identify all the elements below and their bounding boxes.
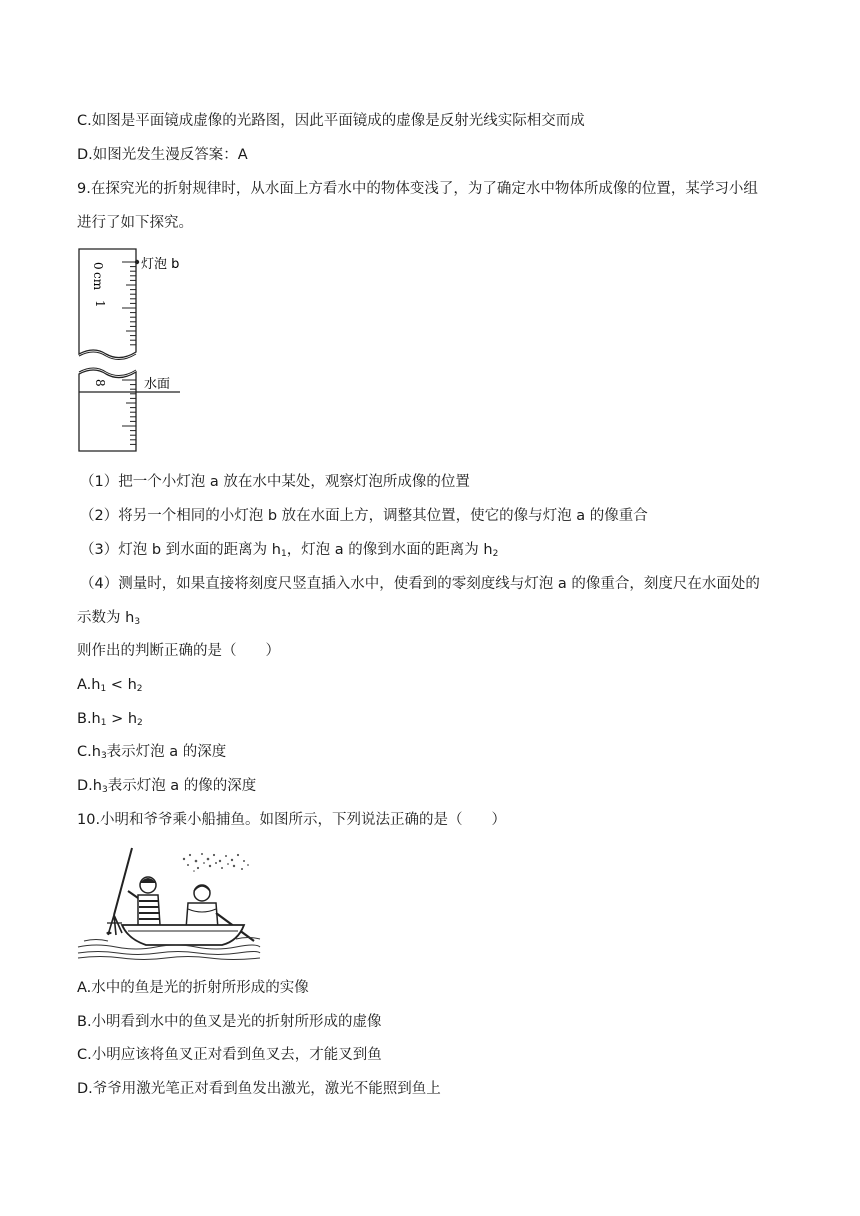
boat	[122, 925, 244, 945]
q9-step4-line1: （4）测量时，如果直接将刻度尺竖直插入水中，使看到的零刻度线与灯泡 a 的像重合，刻度尺在水面处的	[80, 576, 760, 592]
water-surface-label: 水面	[144, 377, 171, 392]
ruler-figure	[74, 246, 184, 456]
q10-option-d: D.爷爷用激光笔正对看到鱼发出激光，激光不能照到鱼上	[77, 1081, 441, 1097]
q10-stem: 10.小明和爷爷乘小船捕鱼。如图所示，下列说法正确的是（ ）	[77, 812, 507, 828]
q9-stem-line1: 9.在探究光的折射规律时，从水面上方看水中的物体变浅了，为了确定水中物体所成像的位置，某学习小组	[77, 181, 758, 197]
q10-option-b: B.小明看到水中的鱼叉是光的折射所形成的虚像	[77, 1014, 382, 1030]
q8-option-c: C.如图是平面镜成虚像的光路图，因此平面镜成的虚像是反射光线实际相交而成	[77, 113, 585, 129]
q9-step4-line2: 示数为 $h_3$	[77, 610, 141, 627]
ruler-tick-1: 1	[93, 300, 107, 308]
ruler-tick-8: 8	[93, 379, 107, 387]
q9-option-a: $A.h_1 < h_2$	[77, 677, 143, 694]
ruler-unit: cm	[91, 272, 105, 291]
ruler-tick-0: 0	[91, 262, 105, 270]
grandpa-head	[194, 885, 210, 901]
cloud-texture	[183, 853, 249, 872]
q8-option-d: D.如图光发生漫反答案：A	[77, 147, 248, 163]
q9-option-c: $C.h_3$表示灯泡 a 的深度	[77, 744, 227, 761]
q9-step2: （2）将另一个相同的小灯泡 b 放在水面上方，调整其位置，使它的像与灯泡 a 的像重合	[80, 508, 648, 524]
q9-question: 则作出的判断正确的是（ ）	[77, 643, 280, 659]
fish	[106, 932, 112, 935]
boat-fishing-illustration	[76, 843, 262, 961]
q9-step1: （1）把一个小灯泡 a 放在水中某处，观察灯泡所成像的位置	[80, 474, 470, 490]
q10-option-c: C.小明应该将鱼叉正对看到鱼叉去，才能叉到鱼	[77, 1047, 382, 1063]
bulb-b-label: 灯泡 b	[141, 257, 180, 272]
q10-option-a: A.水中的鱼是光的折射所形成的实像	[77, 980, 309, 996]
q9-stem-line2: 进行了如下探究。	[77, 215, 193, 231]
q9-option-b: $B.h_1 > h_2$	[77, 711, 143, 728]
spear-pole	[114, 848, 132, 915]
q9-step3: （3）灯泡 b 到水面的距离为 $h_1$，灯泡 a 的像到水面的距离为 $h_2$	[80, 542, 499, 559]
q9-option-d: $D.h_3$表示灯泡 a 的像的深度	[77, 778, 257, 795]
bulb-b-dot	[135, 260, 139, 264]
